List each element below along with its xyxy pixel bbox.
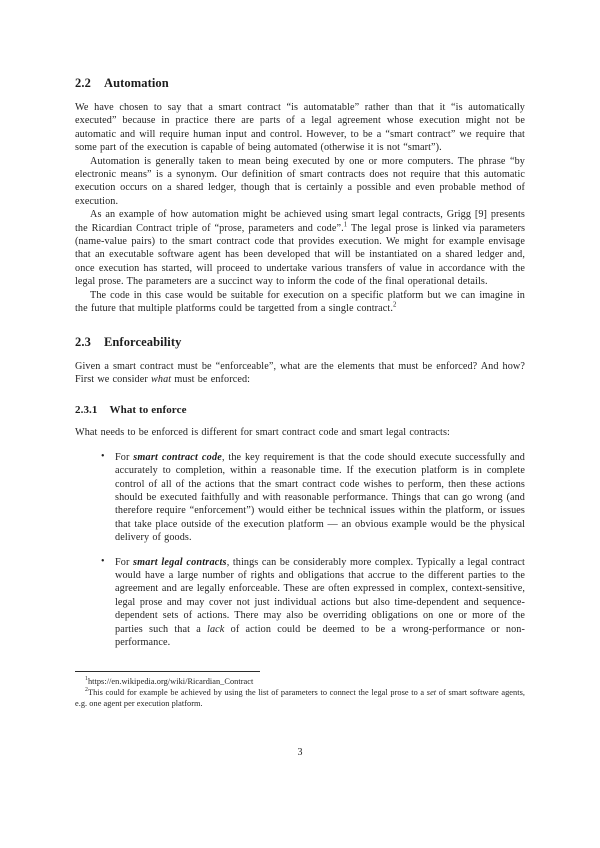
emphasized-word: lack (207, 623, 225, 635)
bullet-text: , the key requirement is that the code should execute successfully and accurately to completion, within a reasonable time. If the execution platform is in complete control of all of the actions that the smart contract code wishes to perform, then these actions should be executed faithfully and with reasonable performance. Things that can go wrong (and therefore require “enforcement”) would either be technical issues within the platform, or issues that take place outside of the execution platform — an obvious example would be the physical delivery of goods. (115, 451, 525, 544)
bullet-text: For (115, 556, 133, 568)
emphasized-word: set (426, 687, 437, 697)
bullet-item-smart-contract-code (101, 451, 525, 545)
bullet-text: , things can be considerably more complex. Typically a legal contract would have a large number of rights and obligations that accrue to the different parties to the agreement and are legally enforceable. These are often expressed in complex, context-sensitive, legal prose and may cover not just individual actions but also time-dependent and sequence-dependent sets of actions. There may also be overriding obligations on one or more of the parties such that a (115, 556, 525, 635)
footnote-2-marker: 2 (85, 687, 88, 694)
paragraph-text: must be enforced: (171, 373, 251, 385)
subsection-number: 2.3.1 (75, 404, 98, 417)
footnote-1 (75, 677, 525, 688)
paragraph-text: The legal prose is linked via parameters (name-value pairs) to the smart contract code that provides execution. We might for example envisage that an executable software agent has been developed that will be instantiated on a shared ledger and, once execution has started, will proceed to undertake various transfers of value in accordance with the legal prose. The parameters are a succinct way to inform the code of the final operational details. (75, 222, 526, 288)
paragraph-automation-4 (75, 289, 525, 316)
section-heading-enforceability (75, 335, 525, 350)
subsection-heading-what-to-enforce (75, 404, 525, 416)
paragraph-automation-1: We have chosen to say that a smart contract “is automatable” rather than that it “is automatically executed” because in practice there are parts of a legal agreement whose execution might not be automatic and will require human input and control. However, to be a “smart contract” we require that some part of the execution is capable of being automated (otherwise it is not “smart”). (75, 102, 525, 154)
footnote-2-text: This could for example be achieved by using the list of parameters to connect the legal prose to a (87, 687, 427, 697)
footnote-marker-1: 1 (343, 221, 348, 229)
paragraph-automation-2: Automation is generally taken to mean being executed by one or more computers. The phrase “by electronic means” is a synonym. Our definition of smart contracts does not require that this automatic execution occurs on a shared ledger, though that is certainly a possible and even probable method of execution. (75, 155, 525, 207)
section-title: Automation (103, 76, 169, 90)
bullet-item-smart-legal-contracts (101, 556, 525, 650)
subsection-title: What to enforce (109, 404, 187, 417)
bullet-icon: • (101, 451, 105, 463)
footnote-area (75, 671, 525, 709)
footnote-1-marker: 1 (85, 676, 88, 683)
bullet-icon: • (101, 556, 105, 568)
footnote-2-text: of smart software agents, e.g. one agent per execution platform. (75, 687, 525, 708)
bullet-text: For (115, 451, 134, 463)
paragraph-what-to-enforce-intro: What needs to be enforced is different for smart contract code and smart legal contracts: (75, 427, 450, 439)
enforce-bullet-list (75, 451, 525, 650)
footnote-1-url: https://en.wikipedia.org/wiki/Ricardian_Contract (87, 677, 254, 686)
section-number: 2.2 (75, 76, 91, 90)
page-number: 3 (297, 747, 303, 758)
term-smart-legal-contracts: smart legal contracts (132, 556, 227, 568)
paragraph-text: The code in this case would be suitable for execution on a specific platform but we can imagine in the future that multiple platforms could be targetted from a single contract. (75, 289, 525, 315)
emphasized-word: what (151, 373, 172, 385)
footnote-rule (75, 671, 260, 672)
footnote-2 (75, 688, 525, 710)
paragraph-automation-3 (75, 208, 525, 288)
term-smart-contract-code: smart contract code (133, 451, 222, 463)
paragraph-enforceability-1 (75, 360, 525, 387)
paragraph-text: Given a smart contract must be “enforceable”, what are the elements that must be enforced? And how? First we consider (75, 360, 525, 385)
page-content (75, 76, 525, 660)
paragraph-text: As an example of how automation might be achieved using smart legal contracts, Grigg [9] presents the Ricardian Contract triple of “prose, parameters and code”. (75, 209, 525, 234)
section-number: 2.3 (75, 334, 91, 349)
section-heading-automation (75, 76, 525, 91)
bullet-text: of action could be deemed to be a wrong-performance or non-performance. (115, 623, 525, 648)
footnote-marker-2: 2 (392, 301, 397, 309)
section-title: Enforceability (103, 334, 182, 349)
